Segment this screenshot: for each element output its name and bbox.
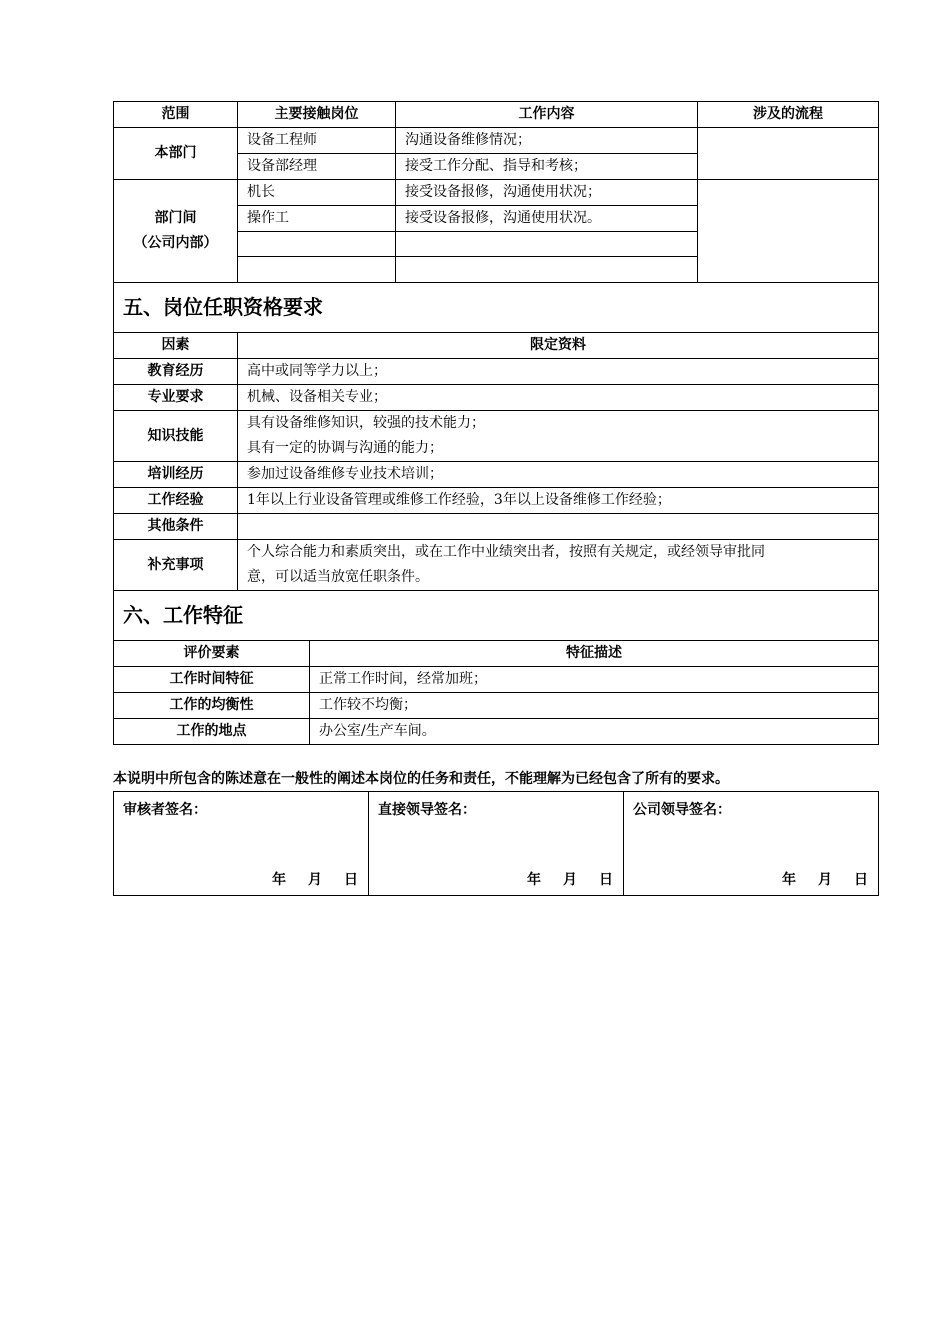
company-leader-signature-box[interactable] (624, 792, 879, 896)
date-year: 年 (782, 872, 796, 888)
contact-content-empty (396, 232, 698, 257)
reviewer-date (250, 868, 358, 893)
qualification-education: 高中或同等学力以上； (238, 359, 879, 385)
feature-factor: 工作的地点 (114, 719, 310, 745)
contact-post: 机长 (238, 180, 396, 206)
supplement-line1: 个人综合能力和素质突出，或在工作中业绩突出者，按照有关规定，或经领导审批同 (247, 544, 765, 560)
scope-inter-line1: 部门间 (154, 210, 197, 226)
date-month: 月 (308, 872, 322, 888)
section5-title: 五、岗位任职资格要求 (114, 283, 879, 333)
qualification-other (238, 514, 879, 540)
company-leader-date (760, 868, 868, 893)
scope-own-dept: 本部门 (114, 128, 238, 180)
reviewer-signature-label: 审核者签名： (123, 802, 207, 818)
feature-desc: 办公室/生产车间。 (310, 719, 879, 745)
qualification-major: 机械、设备相关专业； (238, 385, 879, 411)
date-month: 月 (563, 872, 577, 888)
header-feature-desc: 特征描述 (310, 641, 879, 667)
reviewer-signature-box[interactable] (114, 792, 369, 896)
process-cell (698, 128, 879, 180)
factor-education: 教育经历 (114, 359, 238, 385)
qualification-training: 参加过设备维修专业技术培训； (238, 462, 879, 488)
section6-title: 六、工作特征 (114, 591, 879, 641)
feature-factor: 工作的均衡性 (114, 693, 310, 719)
contact-content: 接受设备报修，沟通使用状况； (396, 180, 698, 206)
skills-line2: 具有一定的协调与沟通的能力； (247, 440, 443, 456)
header-factor: 因素 (114, 333, 238, 359)
supplement-line2: 意，可以适当放宽任职条件。 (247, 569, 429, 585)
contact-content: 接受设备报修，沟通使用状况。 (396, 206, 698, 232)
scope-inter-line2: （公司内部） (133, 235, 218, 251)
scope-inter-dept (114, 180, 238, 283)
qualification-skills (238, 411, 879, 462)
date-year: 年 (272, 872, 286, 888)
direct-leader-signature-box[interactable] (369, 792, 624, 896)
feature-desc: 工作较不均衡； (310, 693, 879, 719)
factor-supplement: 补充事项 (114, 540, 238, 591)
feature-factor: 工作时间特征 (114, 667, 310, 693)
factor-other: 其他条件 (114, 514, 238, 540)
direct-leader-signature-label: 直接领导签名： (378, 802, 476, 818)
contact-post-empty (238, 257, 396, 283)
skills-line1: 具有设备维修知识，较强的技术能力； (247, 415, 485, 431)
header-work-content: 工作内容 (396, 102, 698, 128)
date-day: 日 (854, 872, 868, 888)
feature-desc: 正常工作时间，经常加班； (310, 667, 879, 693)
date-year: 年 (527, 872, 541, 888)
signature-table (113, 791, 879, 896)
factor-skills: 知识技能 (114, 411, 238, 462)
contact-content: 沟通设备维修情况； (396, 128, 698, 154)
job-description-table (113, 101, 879, 745)
contact-post: 设备部经理 (238, 154, 396, 180)
process-cell (698, 180, 879, 283)
factor-experience: 工作经验 (114, 488, 238, 514)
contact-content-empty (396, 257, 698, 283)
header-contact-post: 主要接触岗位 (238, 102, 396, 128)
qualification-experience: 1年以上行业设备管理或维修工作经验，3年以上设备维修工作经验； (238, 488, 879, 514)
company-leader-signature-label: 公司领导签名： (633, 802, 731, 818)
date-day: 日 (344, 872, 358, 888)
factor-major: 专业要求 (114, 385, 238, 411)
qualification-supplement (238, 540, 879, 591)
header-qualification: 限定资料 (238, 333, 879, 359)
header-eval-factor: 评价要素 (114, 641, 310, 667)
header-process: 涉及的流程 (698, 102, 879, 128)
contact-content: 接受工作分配、指导和考核； (396, 154, 698, 180)
direct-leader-date (505, 868, 613, 893)
factor-training: 培训经历 (114, 462, 238, 488)
date-day: 日 (599, 872, 613, 888)
disclaimer-note: 本说明中所包含的陈述意在一般性的阐述本岗位的任务和责任，不能理解为已经包含了所有的要求。 (113, 771, 729, 787)
contact-post: 设备工程师 (238, 128, 396, 154)
date-month: 月 (818, 872, 832, 888)
contact-post-empty (238, 232, 396, 257)
contact-post: 操作工 (238, 206, 396, 232)
header-scope: 范围 (114, 102, 238, 128)
